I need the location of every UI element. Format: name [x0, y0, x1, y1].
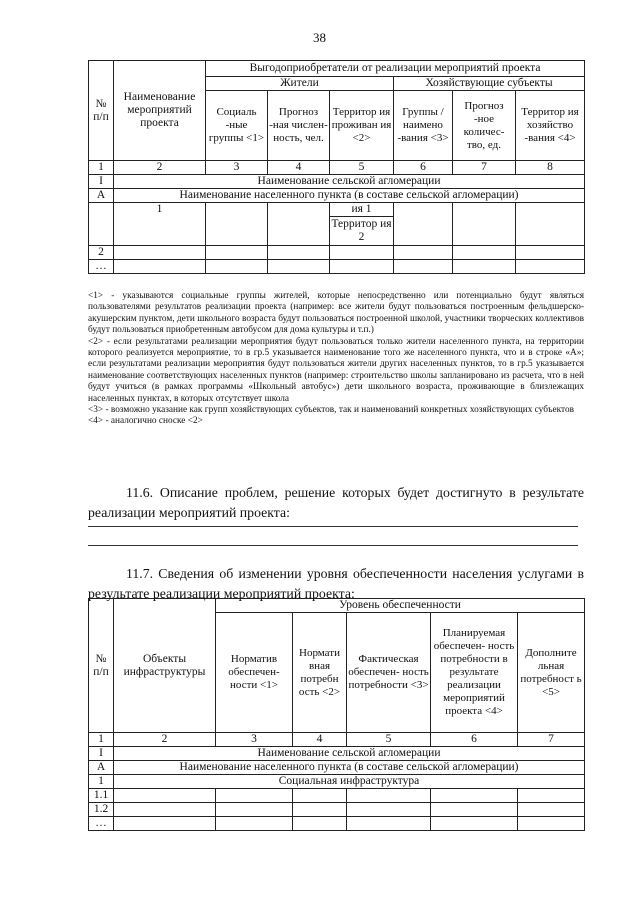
- social-infrastructure-row: Социальная инфраструктура: [114, 775, 585, 789]
- header-residents: Жители: [206, 77, 394, 91]
- table-cell: [431, 803, 518, 817]
- header-forecast-quantity: Прогноз -ное количес- тво, ед.: [453, 91, 516, 161]
- section-11-6-text: 11.6. Описание проблем, решение которых будет достигнуто в результате реализации мероприятий проекта:: [88, 485, 584, 520]
- table-cell: [268, 203, 330, 246]
- header-service-level: Уровень обеспеченности: [216, 599, 585, 613]
- header-number: № п/п: [89, 599, 114, 733]
- blank-line: [88, 526, 578, 527]
- table-cell: [206, 260, 268, 274]
- page-number: 38: [313, 30, 326, 45]
- header-planned-provision: Планируемая обеспечен- ность потребности в результате реализации мероприятий проекта <4>: [431, 613, 518, 733]
- column-number: 7: [453, 161, 516, 175]
- table-cell: [293, 789, 347, 803]
- header-norm: Норматив обеспечен- ности <1>: [216, 613, 293, 733]
- header-additional-need: Дополните льная потребност ь <5>: [518, 613, 585, 733]
- header-infrastructure-objects: Объекты инфраструктуры: [114, 599, 216, 733]
- table-cell: [206, 203, 268, 246]
- column-number: 8: [516, 161, 585, 175]
- table-cell: [516, 260, 585, 274]
- service-level-table: [88, 598, 585, 831]
- row-number: …: [89, 260, 114, 274]
- row-number: 1: [89, 775, 114, 789]
- column-number: 6: [394, 161, 453, 175]
- table-cell: [216, 817, 293, 831]
- activity-name-cell: 1: [114, 203, 206, 246]
- column-number: 2: [114, 161, 206, 175]
- column-number: 5: [330, 161, 394, 175]
- settlement-name-row: Наименование населенного пункта (в составе сельской агломерации): [114, 189, 585, 203]
- footnotes: [88, 291, 584, 428]
- table-cell: [453, 246, 516, 260]
- table-cell: [431, 789, 518, 803]
- table-cell: [114, 246, 206, 260]
- column-number: 5: [347, 733, 431, 747]
- header-entity-territory: Территор ия хозяйство -вания <4>: [516, 91, 585, 161]
- table-cell: [268, 246, 330, 260]
- header-number: № п/п: [89, 61, 114, 161]
- header-actual-provision: Фактическая обеспечен- ность потребности <3>: [347, 613, 431, 733]
- row-number: 1.2: [89, 803, 114, 817]
- table-cell: [394, 260, 453, 274]
- header-entity-groups: Группы / наимено -вания <3>: [394, 91, 453, 161]
- table-cell: [516, 203, 585, 246]
- column-number: 7: [518, 733, 585, 747]
- table-cell: [268, 260, 330, 274]
- table-cell: [347, 789, 431, 803]
- table-cell: [114, 817, 216, 831]
- row-number: I: [89, 175, 114, 189]
- table-cell: [114, 260, 206, 274]
- section-11-7-text: 11.7. Сведения об изменении уровня обеспеченности населения услугами в результате реализации мероприятий проекта:: [88, 566, 584, 601]
- table-cell: [206, 246, 268, 260]
- header-social-groups: Социаль -ные группы <1>: [206, 91, 268, 161]
- table-cell: [216, 803, 293, 817]
- row-number: 2: [89, 246, 114, 260]
- table-cell: [89, 203, 114, 246]
- table-cell: [394, 246, 453, 260]
- table-cell: [330, 260, 394, 274]
- table-cell: [114, 803, 216, 817]
- table-cell: [453, 260, 516, 274]
- footnote: <3> - возможно указание как групп хозяйствующих субъектов, так и наименований конкретных хозяйствующих субъектов: [88, 405, 575, 416]
- table-cell: [453, 203, 516, 246]
- table-cell: [330, 246, 394, 260]
- header-activity-name: Наименование мероприятий проекта: [114, 61, 206, 161]
- column-number: 3: [206, 161, 268, 175]
- row-number: А: [89, 761, 114, 775]
- row-number: 1.1: [89, 789, 114, 803]
- column-number: 6: [431, 733, 518, 747]
- row-number: А: [89, 189, 114, 203]
- agglomeration-name-row: Наименование сельской агломерации: [114, 747, 585, 761]
- header-residence-territory: Территор ия проживан ия <2>: [330, 91, 394, 161]
- table-cell: [216, 789, 293, 803]
- table-cell: [394, 203, 453, 246]
- column-number: 4: [293, 733, 347, 747]
- blank-line: [88, 545, 578, 546]
- table-cell: [431, 817, 518, 831]
- header-forecast-population: Прогноз -ная числен- ность, чел.: [268, 91, 330, 161]
- table-cell: [518, 789, 585, 803]
- header-entities: Хозяйствующие субъекты: [394, 77, 585, 91]
- table-cell: [347, 803, 431, 817]
- column-number: 1: [89, 161, 114, 175]
- header-beneficiaries: Выгодоприобретатели от реализации мероприятий проекта: [206, 61, 585, 77]
- table-cell: [293, 817, 347, 831]
- column-number: 2: [114, 733, 216, 747]
- column-number: 1: [89, 733, 114, 747]
- table-cell: [347, 817, 431, 831]
- table-cell: [293, 803, 347, 817]
- table-cell: [516, 246, 585, 260]
- row-number: I: [89, 747, 114, 761]
- column-number: 4: [268, 161, 330, 175]
- footnote: <2> - если результатами реализации мероприятия будут пользоваться только жители населенного пункта, на территории которого реализуется мероприятие, то в гр.5 указывается наименование того же населенного пункта, что и в строке «А»; если результатами реализации мероприятия будут пользоваться жители других населенных пунктов, то в гр.5 указывается наименование соответствующих населенных пунктов (например: строительство школы запланировано из расчета, что в ней будут учиться (в рамках программы «Школьный автобус») дети школьного возраста, проживающие в близлежащих населенных пунктах, в которых отсутствует школа: [88, 336, 584, 404]
- section-11-6-paragraph: [88, 483, 584, 523]
- table-cell: [114, 789, 216, 803]
- row-number: …: [89, 817, 114, 831]
- footnote: <4> - аналогично сноске <2>: [88, 416, 203, 427]
- footnote: <1> - указываются социальные группы жителей, которые непосредственно или потенциально будут являться пользователями результатов реализации проекта (например: все жители будут пользоваться построенным фельдшерско-акушерским пунктом, дети школьного возраста будут пользоваться построенной школой, участники творческих коллективов будут пользоваться приобретенным автобусом для дома культуры и т.п.): [88, 291, 584, 336]
- agglomeration-name-row: Наименование сельской агломерации: [114, 175, 585, 189]
- column-number: 3: [216, 733, 293, 747]
- beneficiaries-table: [88, 60, 585, 274]
- territory-cell: Территор ия 2: [330, 217, 394, 246]
- territory-cell: ия 1: [330, 203, 394, 217]
- table-cell: [518, 803, 585, 817]
- settlement-name-row: Наименование населенного пункта (в составе сельской агломерации): [114, 761, 585, 775]
- header-normative-need: Нормати вная потребн ость <2>: [293, 613, 347, 733]
- table-cell: [518, 817, 585, 831]
